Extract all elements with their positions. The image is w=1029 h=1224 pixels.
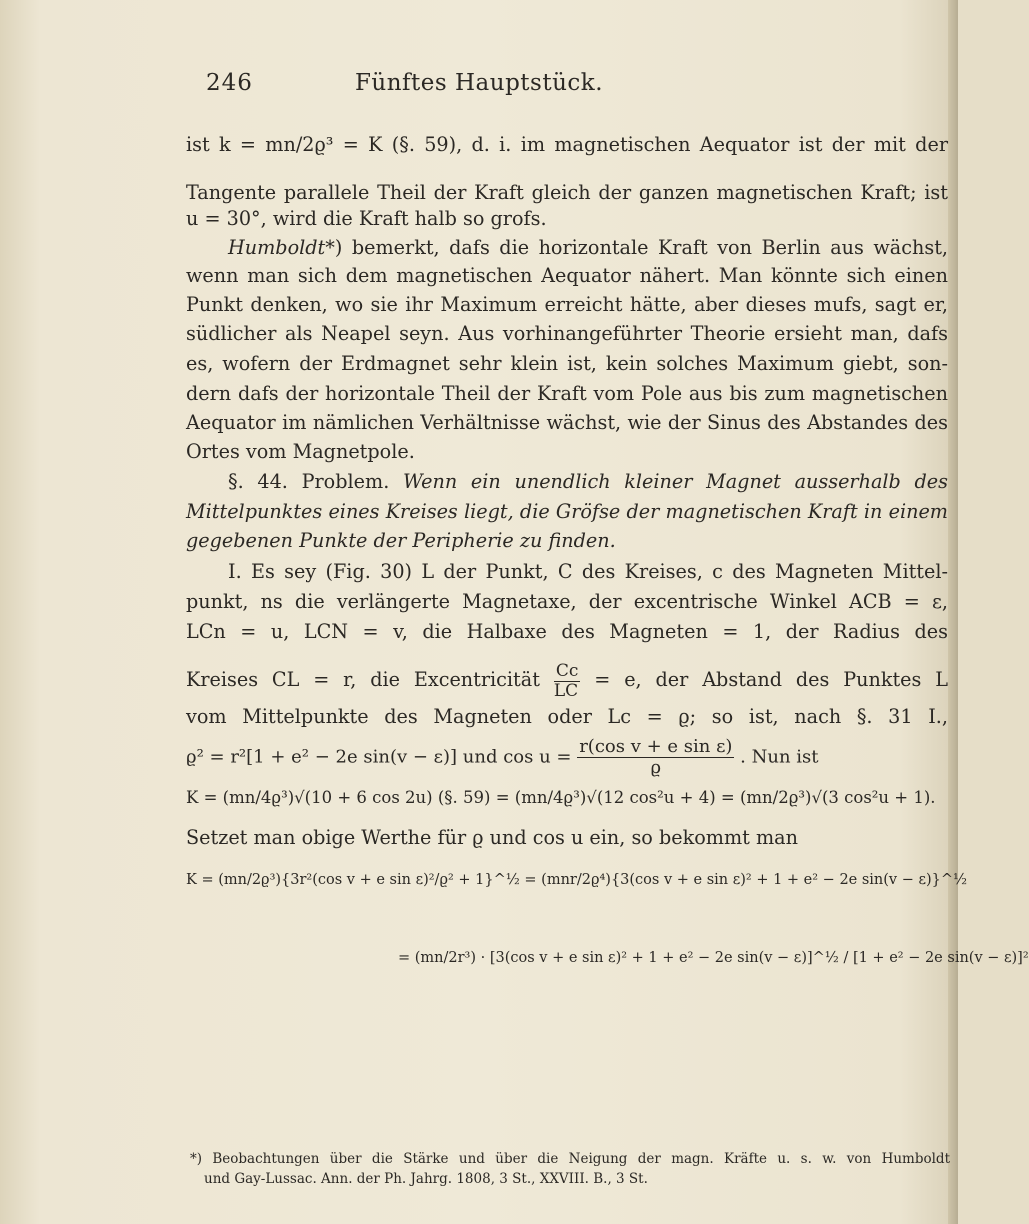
text-line: LCn = u, LCN = v, die Halbaxe des Magneten = 1, der Radius des [186,620,948,643]
problem-statement: Wenn ein unendlich kleiner Magnet ausserhalb des [403,470,948,493]
fraction-denominator: LC [553,680,579,701]
fraction-numerator: r(cos v + e sin ε) [579,736,733,757]
eccentricity-fraction [554,662,581,700]
text-line: gegebenen Punkte der Peripherie zu finden. [186,529,616,552]
page-number: 246 [206,70,253,96]
text-line: punkt, ns die verlängerte Magnetaxe, der excentrische Winkel ACB = ε, [186,590,948,613]
page-header [0,70,958,100]
cos-u-fraction [577,737,734,778]
footnote-line: und Gay-Lussac. Ann. der Ph. Jahrg. 1808, 3 St., XXVIII. B., 3 St. [204,1171,648,1187]
text-line: I. Es sey (Fig. 30) L der Punkt, C des Kreises, c des Magneten Mittel- [228,560,948,583]
equation-part: ϱ² = r²[1 + e² − 2e sin(v − ε)] und cos u = [186,746,572,768]
fraction-numerator: Cc [555,661,579,681]
text-span: Kreises CL = r, die Excentricität [186,668,540,692]
text-line: Ortes vom Magnetpole. [186,440,415,463]
text-line: wenn man sich dem magnetischen Aequator nähert. Man könnte sich einen [186,264,948,287]
text-line: Aequator im nämlichen Verhältnisse wächst, wie der Sinus des Abstandes des [186,411,948,434]
section-label: §. 44. Problem. [228,470,390,493]
equation-rho-cos [186,737,948,778]
page-spine-edge [948,0,958,1224]
equation-force-K: K = (mn/4ϱ³)√(10 + 6 cos 2u) (§. 59) = (mn/4ϱ³)√(12 cos²u + 4) = (mn/2ϱ³)√(3 cos²u + 1). [186,788,936,807]
text-line: ist k = mn/2ϱ³ = K (§. 59), d. i. im magnetischen Aequator ist der mit der [186,133,948,156]
equation-part: . Nun ist [740,746,819,768]
text-line: es, wofern der Erdmagnet sehr klein ist, kein solches Maximum giebt, son- [186,352,948,375]
problem-heading-line [228,470,948,494]
text-line: Tangente parallele Theil der Kraft gleich der ganzen magnetischen Kraft; ist [186,181,948,204]
text-line: Setzet man obige Werthe für ϱ und cos u ein, so bekommt man [186,826,798,849]
text-line: u = 30°, wird die Kraft halb so grofs. [186,207,547,230]
text-line [186,662,948,700]
text-line [228,236,948,260]
author-name: Humboldt [228,236,326,259]
equation-final: = (mn/2r³) · [3(cos v + e sin ε)² + 1 + e² − 2e sin(v − ε)]^½ / [1 + e² − 2e sin(v − ε)]² [398,950,1029,966]
equation-substituted: K = (mn/2ϱ³){3r²(cos v + e sin ε)²/ϱ² + 1}^½ = (mnr/2ϱ⁴){3(cos v + e sin ε)² + 1 + e² − 2e sin(v − ε)}^½ [186,872,968,888]
text-line: Punkt denken, wo sie ihr Maximum erreicht hätte, aber dieses mufs, sagt er, [186,293,948,316]
text-span: = e, der Abstand des Punktes L [594,668,949,692]
fraction-denominator: ϱ [650,756,662,778]
text-line: Mittelpunktes eines Kreises liegt, die Gröfse der magnetischen Kraft in einem [186,500,948,523]
text-span: *) bemerkt, dafs die horizontale Kraft von Berlin aus wächst, [325,236,948,259]
text-line: südlicher als Neapel seyn. Aus vorhinangeführter Theorie ersieht man, dafs [186,322,948,345]
footnote-line: *) Beobachtungen über die Stärke und über die Neigung der magn. Kräfte u. s. w. von Humboldt [190,1151,950,1167]
text-line: vom Mittelpunkte des Magneten oder Lc = ϱ; so ist, nach §. 31 I., [186,705,948,728]
running-title: Fünftes Hauptstück. [354,70,604,96]
text-line: dern dafs der horizontale Theil der Kraft vom Pole aus bis zum magnetischen [186,382,948,405]
